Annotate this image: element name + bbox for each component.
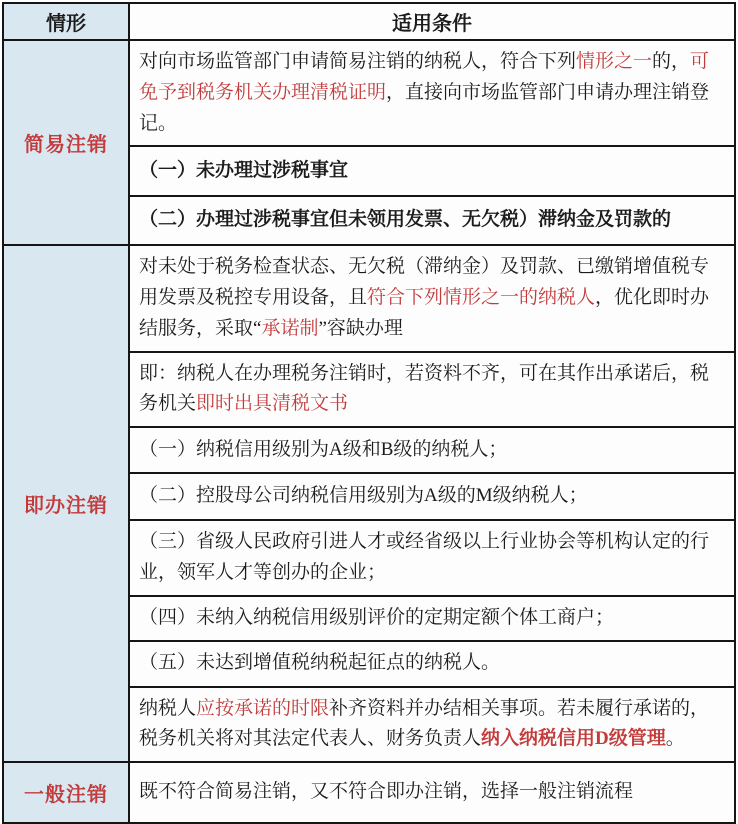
condition-cell: [129, 352, 735, 428]
condition-cell: [129, 596, 735, 641]
condition-cell: [129, 520, 735, 596]
condition-cell: [129, 473, 735, 520]
highlighted-text-segment: 符合下列情形之一的纳税人: [367, 287, 596, 309]
text-segment: （二）控股母公司纳税信用级别为A级的M级纳税人；: [139, 485, 588, 507]
condition-cell: [129, 196, 735, 245]
text-segment: 。: [665, 728, 685, 750]
text-segment: 即：纳税人在办理税务注销时，若资料不齐，可在其作出承诺后，税务机关: [139, 362, 710, 415]
row-label-2: 一般注销: [3, 762, 129, 823]
condition-cell: [129, 427, 735, 473]
condition-cell: [129, 40, 735, 146]
tax-deregistration-table-wrap: [2, 2, 736, 824]
condition-cell: [129, 146, 735, 196]
text-segment: ”容缺办理: [318, 317, 403, 339]
condition-cell: [129, 245, 735, 351]
text-segment: 既不符合简易注销，又不符合即办注销，选择一般注销流程: [139, 781, 634, 803]
highlighted-text-segment: 情形之一: [576, 51, 653, 72]
header-row: [3, 3, 735, 40]
text-segment: ，优化即时办结服务，采取“: [139, 287, 710, 339]
table-row: [3, 40, 735, 146]
text-segment: （一）未办理过涉税事宜: [139, 159, 349, 181]
table-row: [3, 762, 735, 823]
text-segment: 补齐资料并办结相关事项。若未履行承诺的，税务机关将对其法定代表人、财务负责人: [139, 697, 710, 750]
row-label-1: 即办注销: [3, 245, 129, 762]
text-segment: （二）办理过涉税事宜但未领用发票、无欠税）滞纳金及罚款的: [139, 209, 672, 231]
highlighted-text-segment: 即时出具清税文书: [196, 393, 349, 415]
text-segment: 纳税人: [139, 697, 197, 719]
highlighted-text-segment: 可免予到税务机关办理清税证明: [139, 51, 710, 103]
text-segment: 的，: [652, 51, 691, 72]
text-segment: 对未处于税务检查状态、无欠税（滞纳金）及罚款、已缴销增值税专用发票及税控专用设备，且: [139, 256, 710, 309]
table-header: [3, 3, 735, 40]
text-segment: （一）纳税信用级别为A级和B级的纳税人；: [139, 438, 508, 460]
condition-cell: [129, 762, 735, 823]
highlighted-text-segment: 承诺制: [261, 317, 319, 339]
text-segment: ，直接向市场监管部门申请办理注销登记。: [139, 81, 710, 134]
text-segment: （三）省级人民政府引进人才或经省级以上行业协会等机构认定的行业，领军人才等创办的企业；: [139, 531, 710, 583]
header-cell-situation: 情形: [3, 3, 129, 40]
highlighted-text-segment: 应按承诺的时限: [196, 697, 330, 719]
tax-deregistration-table: [2, 2, 736, 824]
table-row: [3, 245, 735, 351]
text-segment: 对向市场监管部门申请简易注销的纳税人，符合下列: [139, 51, 577, 72]
text-segment: （四）未纳入纳税信用级别评价的定期定额个体工商户；: [139, 606, 615, 628]
table-body: [3, 40, 735, 823]
row-label-0: 简易注销: [3, 40, 129, 245]
text-segment: （五）未达到增值税纳税起征点的纳税人。: [139, 652, 501, 674]
condition-cell: [129, 641, 735, 687]
header-cell-conditions: 适用条件: [129, 3, 735, 40]
highlighted-text-segment: 纳入纳税信用D级管理: [481, 728, 666, 750]
condition-cell: [129, 687, 735, 763]
